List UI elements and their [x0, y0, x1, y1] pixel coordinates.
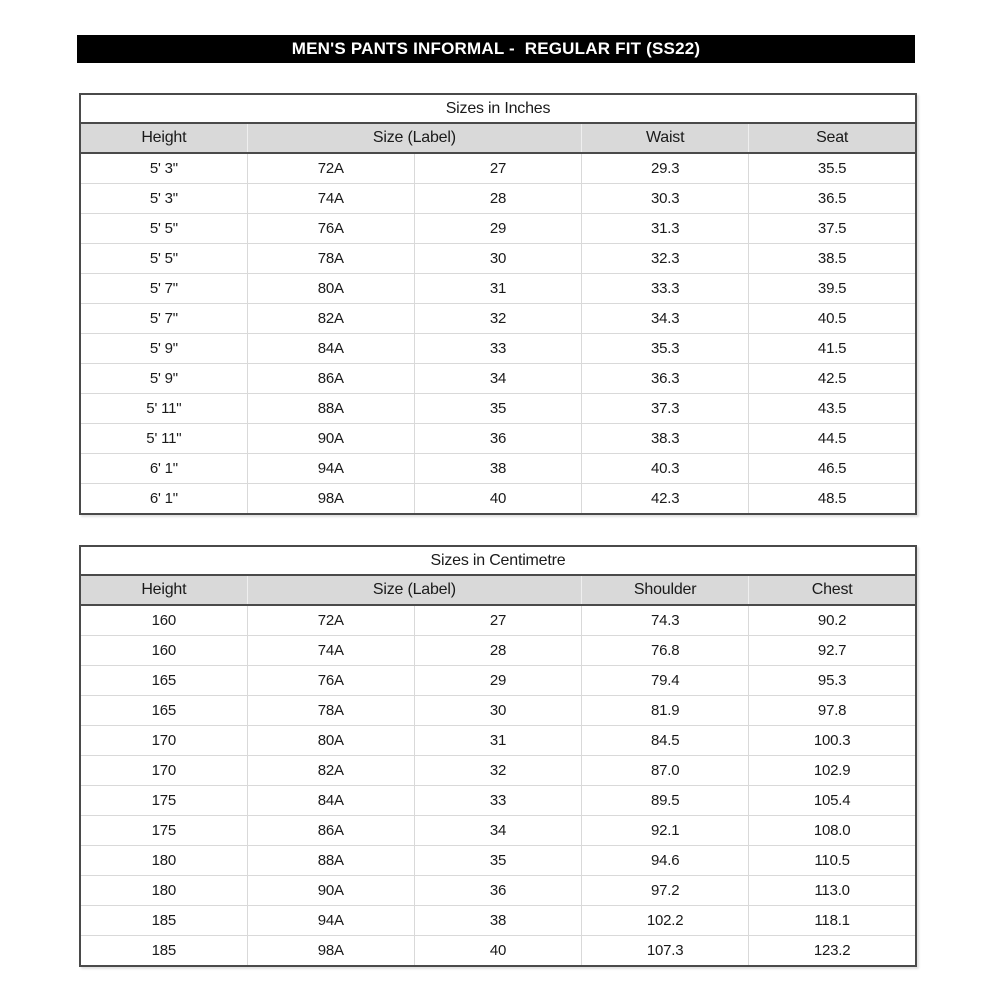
- table-cell: 40: [414, 936, 581, 967]
- table-row: [80, 364, 916, 394]
- table-cell: 35.3: [582, 334, 749, 364]
- table-cell: 86A: [247, 816, 414, 846]
- column-header-size-label: Size (Label): [247, 123, 581, 153]
- table-cell: 6' 1": [80, 484, 247, 515]
- table-cell: 170: [80, 756, 247, 786]
- table-cell: 92.7: [749, 636, 916, 666]
- table-cell: 165: [80, 696, 247, 726]
- table-cell: 97.8: [749, 696, 916, 726]
- table-header-row: [80, 575, 916, 605]
- table-cell: 110.5: [749, 846, 916, 876]
- table-cell: 38.3: [582, 424, 749, 454]
- table-cell: 43.5: [749, 394, 916, 424]
- table-cell: 123.2: [749, 936, 916, 967]
- table-cell: 27: [414, 153, 581, 184]
- column-header-chest: Chest: [749, 575, 916, 605]
- table-cell: 5' 5": [80, 244, 247, 274]
- table-cell: 36: [414, 876, 581, 906]
- table-cell: 98A: [247, 936, 414, 967]
- table-cell: 170: [80, 726, 247, 756]
- table-cell: 180: [80, 846, 247, 876]
- table-cell: 37.3: [582, 394, 749, 424]
- table-cell: 28: [414, 636, 581, 666]
- table-cell: 29: [414, 214, 581, 244]
- column-header-size-label: Size (Label): [247, 575, 581, 605]
- table-cell: 39.5: [749, 274, 916, 304]
- table-row: [80, 394, 916, 424]
- table-cell: 108.0: [749, 816, 916, 846]
- table-cell: 80A: [247, 726, 414, 756]
- table-cell: 40.3: [582, 454, 749, 484]
- table-cell: 87.0: [582, 756, 749, 786]
- table-row: [80, 274, 916, 304]
- table-cell: 36.3: [582, 364, 749, 394]
- table-cell: 29.3: [582, 153, 749, 184]
- table-row: [80, 786, 916, 816]
- column-header-height: Height: [80, 123, 247, 153]
- table-cell: 41.5: [749, 334, 916, 364]
- table-cell: 40.5: [749, 304, 916, 334]
- table-cell: 28: [414, 184, 581, 214]
- table-cell: 82A: [247, 756, 414, 786]
- table-cell: 84A: [247, 786, 414, 816]
- table-cell: 72A: [247, 153, 414, 184]
- table-cell: 42.3: [582, 484, 749, 515]
- table-cell: 5' 9": [80, 364, 247, 394]
- table-cell: 105.4: [749, 786, 916, 816]
- table-cell: 90.2: [749, 605, 916, 636]
- table-cell: 5' 11": [80, 394, 247, 424]
- title-bar: [77, 35, 915, 63]
- table-cell: 38: [414, 906, 581, 936]
- table-cell: 35: [414, 394, 581, 424]
- table-cell: 76A: [247, 214, 414, 244]
- inches-size-table: [79, 93, 917, 515]
- table-row: [80, 334, 916, 364]
- table-cell: 74A: [247, 636, 414, 666]
- table-cell: 36: [414, 424, 581, 454]
- table-row: [80, 214, 916, 244]
- column-header-waist: Waist: [582, 123, 749, 153]
- table-row: [80, 906, 916, 936]
- table-cell: 88A: [247, 846, 414, 876]
- table-row: [80, 244, 916, 274]
- table-cell: 31: [414, 726, 581, 756]
- inches-table-body: [80, 153, 916, 514]
- table-cell: 90A: [247, 876, 414, 906]
- table-cell: 30: [414, 244, 581, 274]
- table-cell: 113.0: [749, 876, 916, 906]
- table-cell: 29: [414, 666, 581, 696]
- table-cell: 80A: [247, 274, 414, 304]
- table-row: [80, 876, 916, 906]
- column-header-height: Height: [80, 575, 247, 605]
- table-cell: 42.5: [749, 364, 916, 394]
- table-cell: 32: [414, 756, 581, 786]
- table-cell: 38: [414, 454, 581, 484]
- table-cell: 95.3: [749, 666, 916, 696]
- table-cell: 100.3: [749, 726, 916, 756]
- table-cell: 78A: [247, 244, 414, 274]
- table-cell: 5' 3": [149, 160, 178, 177]
- table-row: [80, 816, 916, 846]
- table-cell: 97.2: [582, 876, 749, 906]
- table-cell: 33: [414, 786, 581, 816]
- table-cell: 34: [414, 816, 581, 846]
- table-cell: 46.5: [749, 454, 916, 484]
- table-cell: 90A: [247, 424, 414, 454]
- table-cell: 84.5: [582, 726, 749, 756]
- table-caption: Sizes in Centimetre: [80, 546, 916, 575]
- table-cell: 33: [414, 334, 581, 364]
- table-header-row: [80, 123, 916, 153]
- table-cell: 30: [414, 696, 581, 726]
- table-cell: 5' 11": [80, 424, 247, 454]
- table-cell: 175: [80, 786, 247, 816]
- table-row: [80, 153, 916, 184]
- table-row: [80, 605, 916, 636]
- table-row: [80, 184, 916, 214]
- table-cell: 5' 3": [80, 184, 247, 214]
- table-cell: 98A: [247, 484, 414, 515]
- table-row: [80, 666, 916, 696]
- table-cell: 78A: [247, 696, 414, 726]
- table-cell: 33.3: [582, 274, 749, 304]
- table-row: [80, 636, 916, 666]
- table-cell: 36.5: [749, 184, 916, 214]
- page-title: MEN'S PANTS INFORMAL - REGULAR FIT (SS22): [291, 39, 701, 58]
- table-cell: 79.4: [582, 666, 749, 696]
- table-cell: 32.3: [582, 244, 749, 274]
- table-cell: 48.5: [749, 484, 916, 515]
- table-row: [80, 454, 916, 484]
- table-cell: 34.3: [582, 304, 749, 334]
- table-cell: 5' 5": [80, 214, 247, 244]
- table-cell: 76.8: [582, 636, 749, 666]
- table-cell: 72A: [247, 605, 414, 636]
- table-cell: 118.1: [749, 906, 916, 936]
- table-caption-row: [80, 546, 916, 575]
- table-cell: 44.5: [749, 424, 916, 454]
- table-cell: 82A: [247, 304, 414, 334]
- table-cell: 74A: [247, 184, 414, 214]
- table-caption-row: [80, 94, 916, 123]
- table-cell: 94A: [247, 454, 414, 484]
- table-row: [80, 484, 916, 515]
- table-cell: 107.3: [582, 936, 749, 967]
- table-cell: 102.2: [582, 906, 749, 936]
- table-cell: 5' 9": [80, 334, 247, 364]
- centimetre-table-body: [80, 605, 916, 966]
- table-cell: 31: [414, 274, 581, 304]
- centimetre-size-table: [79, 545, 917, 967]
- table-cell: 185: [80, 936, 247, 967]
- table-row: [80, 726, 916, 756]
- table-cell: 89.5: [582, 786, 749, 816]
- table-cell: 165: [80, 666, 247, 696]
- table-row: [80, 756, 916, 786]
- table-cell: 92.1: [582, 816, 749, 846]
- table-cell: 94.6: [582, 846, 749, 876]
- table-cell: 38.5: [749, 244, 916, 274]
- table-cell: 94A: [247, 906, 414, 936]
- table-cell: 5' 7": [80, 304, 247, 334]
- table-cell: 37.5: [749, 214, 916, 244]
- table-cell: 180: [80, 876, 247, 906]
- table-cell: 74.3: [582, 605, 749, 636]
- table-cell: 40: [414, 484, 581, 515]
- column-header-seat: Seat: [749, 123, 916, 153]
- table-row: [80, 304, 916, 334]
- table-cell: 27: [414, 605, 581, 636]
- table-cell: 86A: [247, 364, 414, 394]
- table-cell: 76A: [247, 666, 414, 696]
- table-caption: Sizes in Inches: [80, 94, 916, 123]
- table-cell: 185: [80, 906, 247, 936]
- table-cell: 81.9: [582, 696, 749, 726]
- table-cell: 32: [414, 304, 581, 334]
- table-row: [80, 936, 916, 967]
- table-cell: 6' 1": [80, 454, 247, 484]
- table-cell: 30.3: [582, 184, 749, 214]
- table-cell: 175: [80, 816, 247, 846]
- table-row: [80, 696, 916, 726]
- table-cell: 34: [414, 364, 581, 394]
- table-cell: 102.9: [749, 756, 916, 786]
- table-cell: 88A: [247, 394, 414, 424]
- table-cell: 160: [80, 636, 247, 666]
- table-cell: 84A: [247, 334, 414, 364]
- column-header-shoulder: Shoulder: [582, 575, 749, 605]
- table-cell: 31.3: [582, 214, 749, 244]
- table-cell: 35.5: [749, 153, 916, 184]
- table-cell: 160: [151, 612, 177, 629]
- table-row: [80, 424, 916, 454]
- table-row: [80, 846, 916, 876]
- table-cell: 35: [414, 846, 581, 876]
- table-cell: 5' 7": [80, 274, 247, 304]
